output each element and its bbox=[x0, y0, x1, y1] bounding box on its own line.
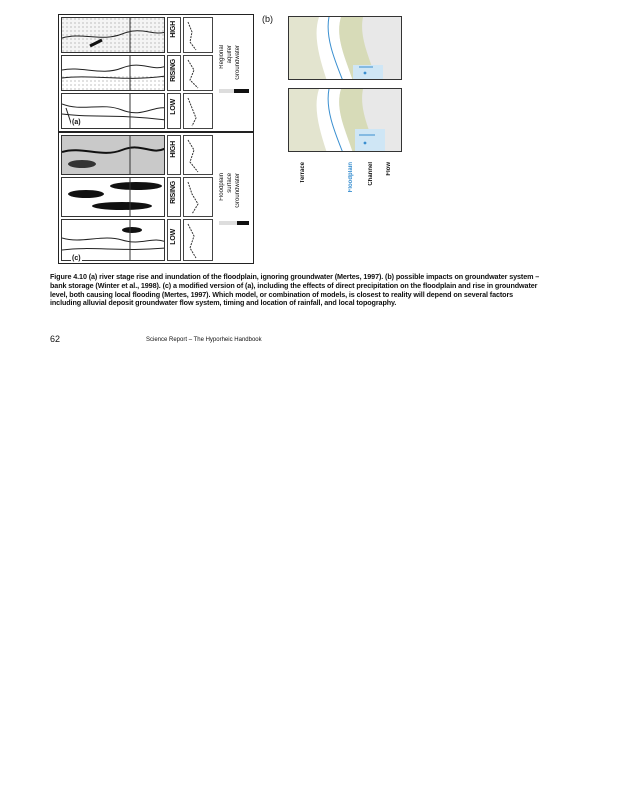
panel-c-strip-rising bbox=[61, 177, 165, 217]
panel-b-legend-channel: Channel bbox=[368, 162, 374, 186]
panel-b-map-upper bbox=[288, 16, 402, 80]
panel-a-strip-rising-drawing bbox=[62, 56, 165, 91]
panel-c-legend-swatch bbox=[219, 221, 249, 225]
panel-c-strip-high-drawing bbox=[62, 136, 165, 175]
figure-panels-a-c bbox=[58, 14, 254, 264]
panel-a-strip-high-drawing bbox=[62, 18, 165, 53]
panel-a-profile-2 bbox=[183, 55, 213, 91]
panel-c-profile-1 bbox=[183, 135, 213, 175]
panel-a-label: (a) bbox=[72, 119, 81, 126]
panel-c-legend-2: surface bbox=[227, 173, 233, 193]
panel-c-legend-3: Groundwater bbox=[235, 173, 241, 208]
figure-caption: Figure 4.10 (a) river stage rise and inundation of the floodplain, ignoring groundwater (Mertes, 1997). (b) possible impacts on groundwater system – bank storage (Winter et al., 1998). (c) a modified version of (a), including the effects of direct precipitation on the floodplain and rise in groundwater level, both causing local flooding (Mertes, 1997). Which model, or combination of models, is closest to reality will depend on several factors including alluvial deposit groundwater flow system, timing and location of rainfall, and local topography. bbox=[50, 272, 540, 308]
panel-a-legend-3: Groundwater bbox=[235, 45, 241, 80]
panel-a-profile-3 bbox=[183, 93, 213, 129]
panel-c-label: (c) bbox=[72, 255, 81, 262]
panel-c-strip-label-low: LOW bbox=[170, 229, 177, 245]
panel-c-strip-rising-drawing bbox=[62, 178, 165, 217]
panel-a-strip-high bbox=[61, 17, 165, 53]
panel-b-legend-flow: Flow bbox=[386, 162, 392, 176]
panel-a-strip-label-high: HIGH bbox=[170, 21, 177, 38]
panel-a-legend-2: aquifer bbox=[227, 45, 233, 64]
figure-panel-b bbox=[258, 12, 408, 202]
panel-b-map-upper-drawing bbox=[289, 17, 402, 80]
panel-b-legend-terrace: Terrace bbox=[300, 162, 306, 184]
panel-b-map-lower-drawing bbox=[289, 89, 402, 152]
panel-a-strip-rising bbox=[61, 55, 165, 91]
panel-b-label: (b) bbox=[262, 14, 273, 24]
panel-b-map-lower bbox=[288, 88, 402, 152]
panel-b-legend-floodplain: Floodplain bbox=[348, 162, 354, 193]
panel-a-legend-swatch bbox=[219, 89, 249, 93]
panel-a-profile-1 bbox=[183, 17, 213, 53]
panel-a-strip-label-low: LOW bbox=[170, 99, 177, 115]
panel-c-strip-label-rising: RISING bbox=[170, 181, 177, 204]
panel-c-profile-3 bbox=[183, 219, 213, 261]
panel-c-strip-label-high: HIGH bbox=[170, 141, 177, 158]
panel-c-group bbox=[58, 132, 254, 264]
panel-c-strip-high bbox=[61, 135, 165, 175]
running-title: Science Report – The Hyporheic Handbook bbox=[146, 337, 262, 343]
panel-a-strip-label-rising: RISING bbox=[170, 59, 177, 82]
panel-a-legend-1: Regional bbox=[219, 45, 225, 69]
panel-c-legend-1: Floodplain bbox=[219, 173, 225, 201]
panel-c-profile-2 bbox=[183, 177, 213, 217]
page-number: 62 bbox=[50, 334, 61, 344]
panel-a-group bbox=[58, 14, 254, 132]
